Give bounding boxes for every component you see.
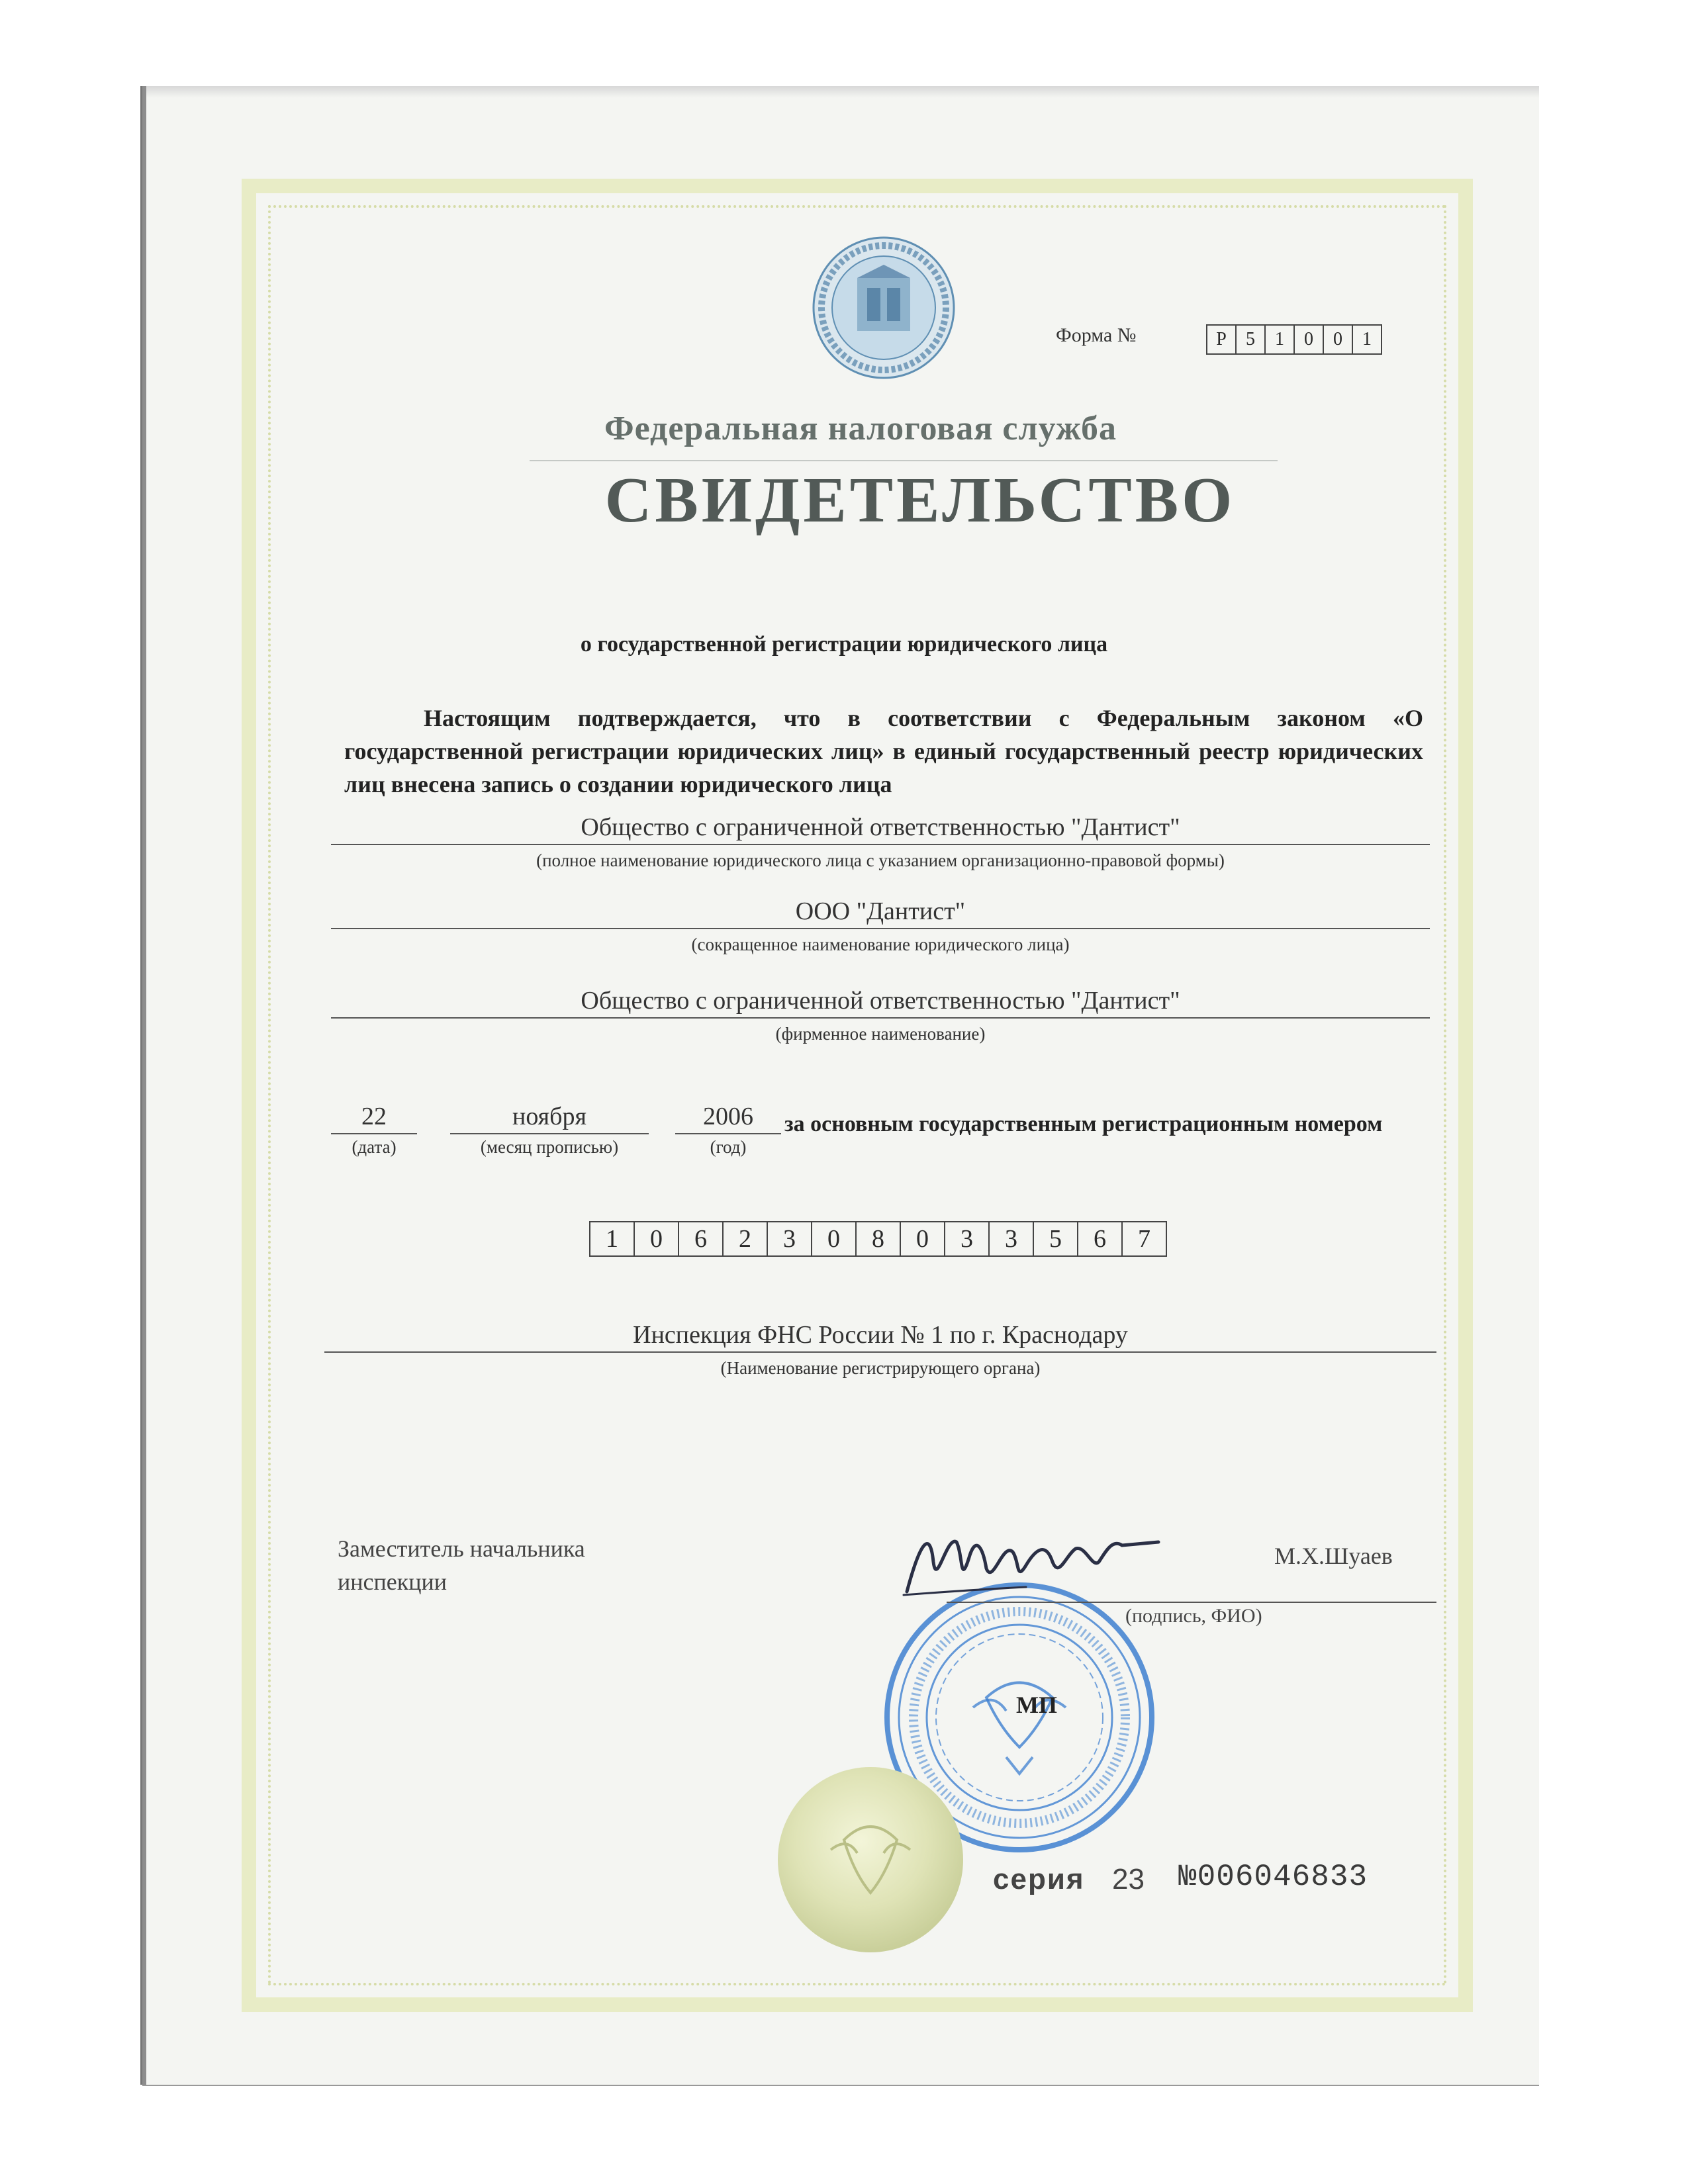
ogrn-digit: 6 — [679, 1222, 724, 1255]
short-name-value: ООО "Дантист" — [795, 897, 966, 925]
handwritten-signature — [894, 1516, 1172, 1608]
agency-rule — [530, 460, 1278, 461]
signature-caption: (подпись, ФИО) — [1125, 1605, 1262, 1627]
ogrn-digit: 5 — [1034, 1222, 1078, 1255]
form-number-char: 5 — [1237, 326, 1266, 353]
registration-day: 22 — [361, 1103, 387, 1130]
document-title: СВИДЕТЕЛЬСТВО — [604, 465, 1236, 536]
ogrn-digit: 0 — [901, 1222, 945, 1255]
year-caption: (год) — [710, 1137, 747, 1157]
form-number-label: Форма № — [1056, 324, 1137, 346]
authority-value: Инспекция ФНС России № 1 по г. Краснодару — [633, 1321, 1128, 1349]
signature-line — [947, 1602, 1436, 1603]
ogrn-digit: 3 — [945, 1222, 990, 1255]
ogrn-digit: 0 — [812, 1222, 857, 1255]
signer-name: М.Х.Шуаев — [1274, 1543, 1393, 1569]
certificate-number: №006046833 — [1178, 1860, 1368, 1894]
firm-name-line — [331, 1017, 1430, 1019]
registration-year: 2006 — [703, 1103, 753, 1130]
registration-month: ноября — [512, 1103, 586, 1130]
form-number-cells — [1206, 324, 1382, 355]
form-number-char: 0 — [1295, 326, 1324, 353]
series-value: 23 — [1112, 1863, 1145, 1895]
intro-paragraph: Настоящим подтверждается, что в соответствии с Федеральным законом «О государственной регистрации юридических лиц» в единый государственный реестр юридических лиц внесена запись о создании юридического лица — [344, 705, 1423, 797]
ogrn-digit: 2 — [724, 1222, 768, 1255]
ogrn-digit: 3 — [990, 1222, 1034, 1255]
short-name-line — [331, 928, 1430, 929]
ogrn-cells — [589, 1221, 1167, 1257]
firm-name-caption: (фирменное наименование) — [775, 1024, 986, 1044]
ogrn-digit: 8 — [857, 1222, 901, 1255]
firm-name-value: Общество с ограниченной ответственностью "Дантист" — [581, 987, 1180, 1015]
ogrn-digit: 6 — [1078, 1222, 1123, 1255]
authority-caption: (Наименование регистрирующего органа) — [720, 1358, 1041, 1378]
short-name-caption: (сокращенное наименование юридического лица) — [691, 934, 1070, 954]
document-subtitle: о государственной регистрации юридического лица — [580, 632, 1108, 657]
ogrn-digit: 3 — [768, 1222, 812, 1255]
form-number-char: 0 — [1324, 326, 1353, 353]
form-number-char: Р — [1207, 326, 1237, 353]
month-caption: (месяц прописью) — [480, 1137, 619, 1157]
full-name-caption: (полное наименование юридического лица с указанием организационно-правовой формы) — [536, 850, 1225, 870]
stamp-place-mark: МП — [1016, 1692, 1057, 1718]
ogrn-digit: 1 — [590, 1222, 635, 1255]
full-name-line — [331, 844, 1430, 845]
full-name-value: Общество с ограниченной ответственностью "Дантист" — [581, 813, 1180, 841]
authority-line — [324, 1351, 1436, 1353]
signer-position: Заместитель начальника инспекции — [338, 1535, 585, 1595]
paper-left-edge — [142, 86, 146, 2085]
agency-name: Федеральная налоговая служба — [604, 410, 1117, 447]
ogrn-digit: 0 — [635, 1222, 679, 1255]
month-line — [450, 1133, 649, 1134]
hologram-seal — [771, 1760, 970, 1959]
form-number-char: 1 — [1266, 326, 1295, 353]
registration-number-intro: за основным государственным регистрационным номером — [784, 1112, 1383, 1136]
day-line — [331, 1133, 417, 1134]
paper-edge-shadow — [142, 86, 1539, 98]
form-number-char: 1 — [1362, 329, 1372, 349]
series-label: серия — [993, 1863, 1085, 1895]
fns-emblem-icon — [811, 235, 957, 381]
day-caption: (дата) — [352, 1137, 397, 1157]
ogrn-digit: 7 — [1138, 1225, 1150, 1253]
year-line — [675, 1133, 781, 1134]
